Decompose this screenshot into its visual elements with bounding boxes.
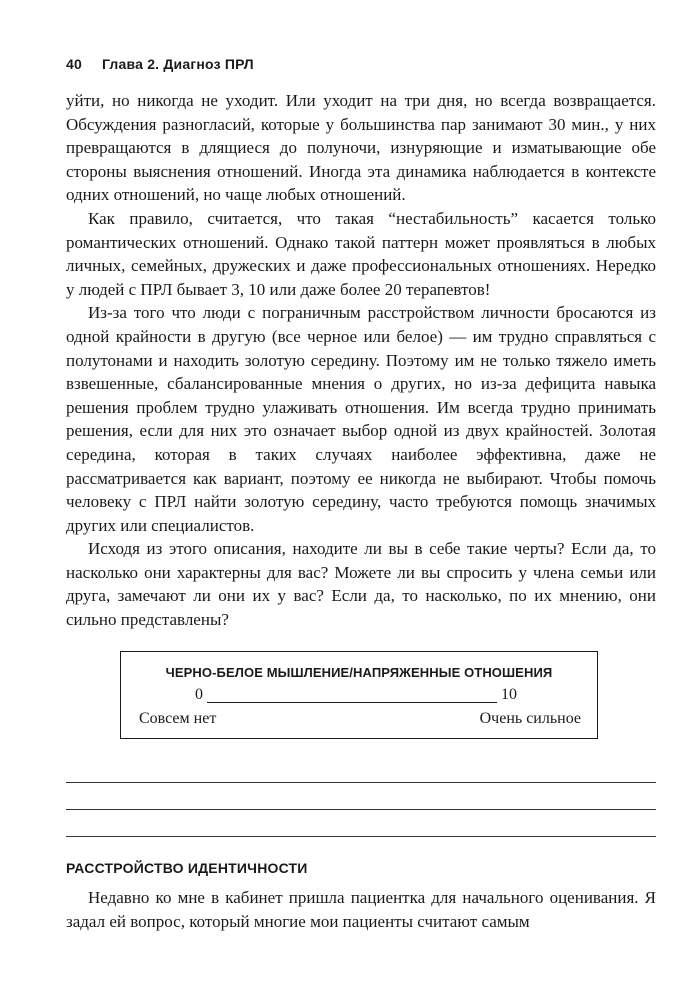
paragraph: Из-за того что люди с пограничным расстройством личности бросаются из одной крайности в другую (все черное или белое) — им трудно справляться с полутонами и находить золотую середину. Поэтому им не только тяжело иметь взвешенные, сбалансированные мнения о других, но из-за дефицита навыка решения проблем трудно улаживать отношения. Им всегда трудно принимать решения, если для них это означает выбор одной из двух крайностей. Золотая середина, которая в таких случаях наиболее эффективна, даже не рассматривается как вариант, поэтому ее никогда не выбирают. Чтобы помочь человеку с ПРЛ найти золотую середину, часто требуются помощь значимых других или специалистов.: [66, 303, 656, 535]
rating-scale-min: 0: [195, 686, 203, 703]
section-heading: РАССТРОЙСТВО ИДЕНТИЧНОСТИ: [66, 860, 308, 876]
page-header: [66, 56, 254, 72]
answer-line[interactable]: [66, 836, 656, 837]
rating-scale-max-label: Очень сильное: [479, 710, 581, 727]
rating-scale-min-label: Совсем нет: [139, 710, 217, 727]
answer-line[interactable]: [66, 782, 656, 783]
rating-scale-box: [120, 651, 598, 739]
answer-line[interactable]: [66, 809, 656, 810]
rating-scale-max: 10: [501, 686, 517, 703]
paragraph-continuation: уйти, но никогда не уходит. Или уходит на три дня, но всегда возвращается. Обсуждения разногласий, которые у большинства пар занимают 30 мин., у них превращаются в длящиеся до полуночи, изнуряющие и изматывающие обе стороны выяснения отношений. Иногда эта динамика наблюдается в контексте одних отношений, но чаще любых отношений.: [66, 91, 656, 205]
paragraph: Исходя из этого описания, находите ли вы в себе такие черты? Если да, то насколько они характерны для вас? Можете ли вы спросить у члена семьи или друга, замечают ли они их у вас? Если да, то насколько, по их мнению, они сильно представлены?: [66, 539, 656, 630]
rating-scale-title: ЧЕРНО-БЕЛОЕ МЫШЛЕНИЕ/НАПРЯЖЕННЫЕ ОТНОШЕНИЯ: [165, 665, 553, 680]
paragraph: Недавно ко мне в кабинет пришла пациентка для начального оценивания. Я задал ей вопрос, который многие мои пациенты считают самым: [66, 888, 656, 931]
rating-scale-line[interactable]: [207, 702, 497, 703]
main-text: [66, 89, 656, 632]
section-text: [66, 886, 656, 933]
page-number: 40: [66, 56, 82, 72]
paragraph: Как правило, считается, что такая “нестабильность” касается только романтических отношений. Однако такой паттерн может проявляться в любых личных, семейных, дружеских и даже профессиональных отношениях. Нередко у людей с ПРЛ бывает 3, 10 или даже более 20 терапевтов!: [66, 208, 656, 299]
chapter-title: Глава 2. Диагноз ПРЛ: [101, 56, 254, 72]
